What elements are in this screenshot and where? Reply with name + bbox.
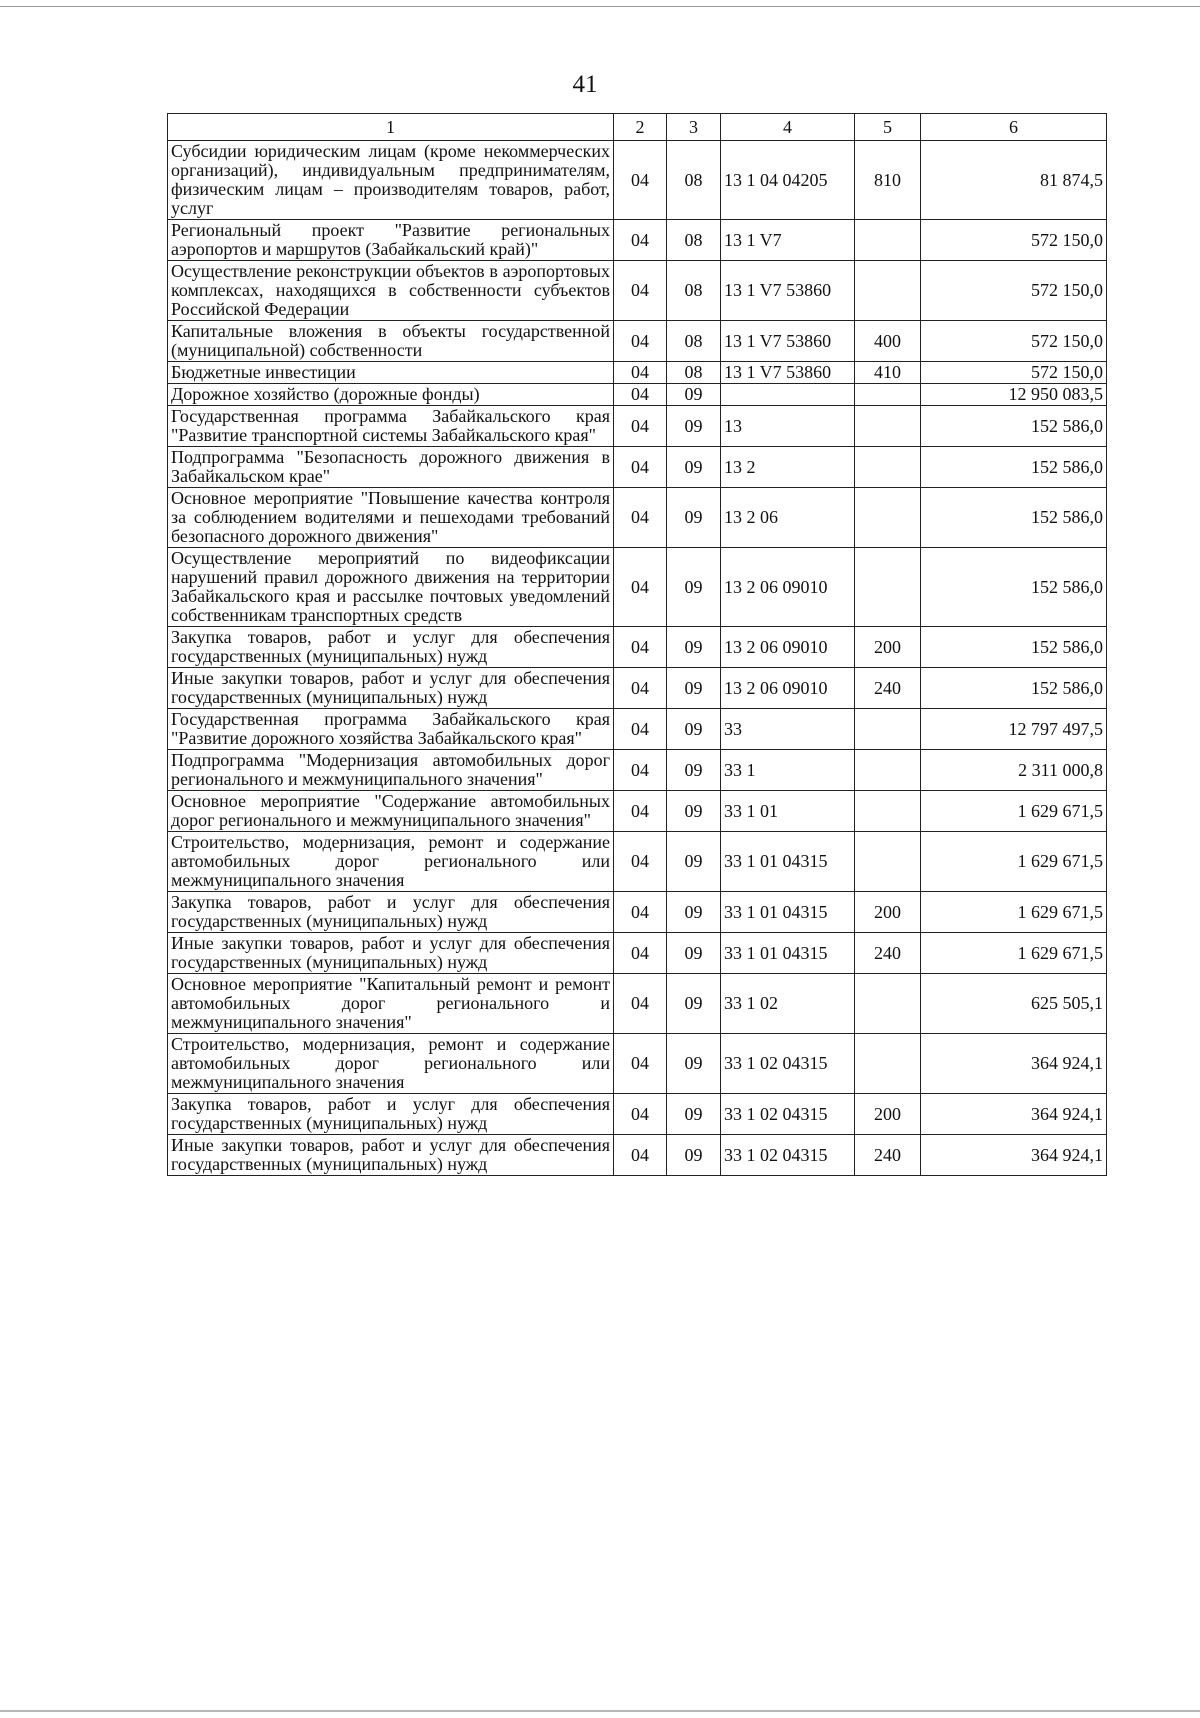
row-target-code: 13 1 V7 53860 (721, 362, 855, 384)
row-name: Иные закупки товаров, работ и услуг для обеспечения государственных (муниципальных) нужд (168, 1135, 614, 1176)
row-subsection: 08 (667, 141, 721, 220)
row-subsection: 08 (667, 362, 721, 384)
row-amount: 152 586,0 (921, 488, 1107, 548)
row-name: Подпрограмма "Безопасность дорожного движения в Забайкальском крае" (168, 447, 614, 488)
row-section: 04 (614, 488, 667, 548)
table-row (168, 406, 1107, 447)
row-name: Бюджетные инвестиции (168, 362, 614, 384)
row-expense-type (855, 1034, 921, 1094)
row-amount: 12 797 497,5 (921, 709, 1107, 750)
row-target-code: 33 1 02 04315 (721, 1034, 855, 1094)
row-expense-type: 200 (855, 627, 921, 668)
row-target-code: 33 1 02 04315 (721, 1135, 855, 1176)
top-scan-rule (0, 6, 1200, 7)
row-name: Иные закупки товаров, работ и услуг для обеспечения государственных (муниципальных) нужд (168, 668, 614, 709)
row-subsection: 08 (667, 321, 721, 362)
row-expense-type: 240 (855, 668, 921, 709)
row-subsection: 09 (667, 548, 721, 627)
row-subsection: 09 (667, 933, 721, 974)
row-name: Дорожное хозяйство (дорожные фонды) (168, 384, 614, 406)
row-target-code: 13 2 (721, 447, 855, 488)
row-expense-type (855, 709, 921, 750)
row-name: Основное мероприятие "Содержание автомобильных дорог регионального и межмуниципального значения" (168, 791, 614, 832)
table-row (168, 627, 1107, 668)
row-expense-type (855, 548, 921, 627)
row-subsection: 09 (667, 488, 721, 548)
column-header-4: 4 (721, 114, 855, 141)
row-subsection: 09 (667, 406, 721, 447)
row-subsection: 09 (667, 1135, 721, 1176)
row-name: Государственная программа Забайкальского края "Развитие дорожного хозяйства Забайкальского края" (168, 709, 614, 750)
row-amount: 152 586,0 (921, 627, 1107, 668)
row-expense-type: 810 (855, 141, 921, 220)
row-amount: 12 950 083,5 (921, 384, 1107, 406)
row-section: 04 (614, 362, 667, 384)
row-amount: 152 586,0 (921, 447, 1107, 488)
row-amount: 364 924,1 (921, 1135, 1107, 1176)
table-header (168, 114, 1107, 141)
row-expense-type: 400 (855, 321, 921, 362)
table-row (168, 488, 1107, 548)
column-header-3: 3 (667, 114, 721, 141)
row-subsection: 09 (667, 832, 721, 892)
row-section: 04 (614, 668, 667, 709)
table-row (168, 668, 1107, 709)
row-target-code: 33 1 01 04315 (721, 892, 855, 933)
row-expense-type (855, 384, 921, 406)
bottom-scan-rule (0, 1710, 1200, 1712)
row-subsection: 08 (667, 261, 721, 321)
row-expense-type (855, 447, 921, 488)
row-section: 04 (614, 447, 667, 488)
table-row (168, 141, 1107, 220)
row-name: Подпрограмма "Модернизация автомобильных дорог регионального и межмуниципального значения" (168, 750, 614, 791)
table-row (168, 1094, 1107, 1135)
row-section: 04 (614, 1094, 667, 1135)
row-subsection: 09 (667, 668, 721, 709)
row-amount: 572 150,0 (921, 362, 1107, 384)
row-section: 04 (614, 406, 667, 447)
row-name: Осуществление реконструкции объектов в аэропортовых комплексах, находящихся в собственности субъектов Российской Федерации (168, 261, 614, 321)
row-amount: 572 150,0 (921, 220, 1107, 261)
row-amount: 364 924,1 (921, 1034, 1107, 1094)
row-target-code: 13 (721, 406, 855, 447)
row-name: Субсидии юридическим лицам (кроме некоммерческих организаций), индивидуальным предпринимателям, физическим лицам – производителям товаров, работ, услуг (168, 141, 614, 220)
table-row (168, 362, 1107, 384)
row-expense-type: 240 (855, 1135, 921, 1176)
row-target-code: 33 (721, 709, 855, 750)
row-amount: 572 150,0 (921, 321, 1107, 362)
row-amount: 1 629 671,5 (921, 933, 1107, 974)
row-expense-type (855, 791, 921, 832)
column-header-5: 5 (855, 114, 921, 141)
table-row (168, 447, 1107, 488)
row-amount: 1 629 671,5 (921, 892, 1107, 933)
row-subsection: 09 (667, 447, 721, 488)
row-expense-type (855, 406, 921, 447)
row-section: 04 (614, 1135, 667, 1176)
row-name: Закупка товаров, работ и услуг для обеспечения государственных (муниципальных) нужд (168, 1094, 614, 1135)
row-amount: 1 629 671,5 (921, 791, 1107, 832)
row-expense-type: 240 (855, 933, 921, 974)
row-section: 04 (614, 321, 667, 362)
row-name: Капитальные вложения в объекты государственной (муниципальной) собственности (168, 321, 614, 362)
row-subsection: 09 (667, 627, 721, 668)
column-header-1: 1 (168, 114, 614, 141)
row-target-code: 13 2 06 09010 (721, 627, 855, 668)
row-target-code: 33 1 01 (721, 791, 855, 832)
row-expense-type: 410 (855, 362, 921, 384)
row-amount: 152 586,0 (921, 406, 1107, 447)
column-header-6: 6 (921, 114, 1107, 141)
row-expense-type: 200 (855, 892, 921, 933)
row-expense-type (855, 220, 921, 261)
row-subsection: 09 (667, 892, 721, 933)
row-target-code: 33 1 01 04315 (721, 832, 855, 892)
row-subsection: 09 (667, 384, 721, 406)
row-target-code: 13 1 V7 53860 (721, 261, 855, 321)
row-target-code: 13 1 04 04205 (721, 141, 855, 220)
table-row (168, 832, 1107, 892)
row-amount: 625 505,1 (921, 974, 1107, 1034)
row-amount: 81 874,5 (921, 141, 1107, 220)
row-section: 04 (614, 548, 667, 627)
table-row (168, 933, 1107, 974)
row-name: Закупка товаров, работ и услуг для обеспечения государственных (муниципальных) нужд (168, 627, 614, 668)
table-row (168, 709, 1107, 750)
row-subsection: 09 (667, 974, 721, 1034)
row-amount: 572 150,0 (921, 261, 1107, 321)
row-target-code: 33 1 (721, 750, 855, 791)
row-expense-type: 200 (855, 1094, 921, 1135)
row-section: 04 (614, 832, 667, 892)
row-subsection: 09 (667, 1094, 721, 1135)
row-section: 04 (614, 141, 667, 220)
row-section: 04 (614, 1034, 667, 1094)
row-amount: 152 586,0 (921, 668, 1107, 709)
row-name: Региональный проект "Развитие региональных аэропортов и маршрутов (Забайкальский край)" (168, 220, 614, 261)
row-expense-type (855, 974, 921, 1034)
row-section: 04 (614, 892, 667, 933)
row-section: 04 (614, 627, 667, 668)
row-section: 04 (614, 384, 667, 406)
row-name: Закупка товаров, работ и услуг для обеспечения государственных (муниципальных) нужд (168, 892, 614, 933)
table-row (168, 548, 1107, 627)
table-row (168, 321, 1107, 362)
row-target-code: 33 1 02 04315 (721, 1094, 855, 1135)
row-subsection: 08 (667, 220, 721, 261)
column-header-2: 2 (614, 114, 667, 141)
row-name: Иные закупки товаров, работ и услуг для обеспечения государственных (муниципальных) нужд (168, 933, 614, 974)
row-section: 04 (614, 709, 667, 750)
row-name: Основное мероприятие "Капитальный ремонт и ремонт автомобильных дорог регионального и межмуниципального значения" (168, 974, 614, 1034)
row-amount: 364 924,1 (921, 1094, 1107, 1135)
row-amount: 152 586,0 (921, 548, 1107, 627)
row-section: 04 (614, 933, 667, 974)
table-row (168, 220, 1107, 261)
page-number: 41 (572, 71, 598, 98)
row-target-code: 13 2 06 09010 (721, 548, 855, 627)
row-name: Государственная программа Забайкальского края "Развитие транспортной системы Забайкальского края" (168, 406, 614, 447)
row-target-code (721, 384, 855, 406)
row-target-code: 13 1 V7 53860 (721, 321, 855, 362)
row-target-code: 13 2 06 (721, 488, 855, 548)
row-amount: 1 629 671,5 (921, 832, 1107, 892)
table-row (168, 791, 1107, 832)
row-subsection: 09 (667, 1034, 721, 1094)
row-section: 04 (614, 791, 667, 832)
row-target-code: 13 1 V7 (721, 220, 855, 261)
row-expense-type (855, 832, 921, 892)
header-row (168, 114, 1107, 141)
row-section: 04 (614, 750, 667, 791)
row-name: Основное мероприятие "Повышение качества контроля за соблюдением водителями и пешеходами требований безопасного дорожного движения" (168, 488, 614, 548)
row-target-code: 33 1 02 (721, 974, 855, 1034)
row-name: Осуществление мероприятий по видеофиксации нарушений правил дорожного движения на территории Забайкальского края и рассылке почтовых уведомлений собственникам транспортных средств (168, 548, 614, 627)
row-amount: 2 311 000,8 (921, 750, 1107, 791)
table-row (168, 892, 1107, 933)
row-subsection: 09 (667, 750, 721, 791)
row-name: Строительство, модернизация, ремонт и содержание автомобильных дорог регионального или межмуниципального значения (168, 1034, 614, 1094)
row-expense-type (855, 750, 921, 791)
table-row (168, 1034, 1107, 1094)
budget-table (167, 113, 1107, 1176)
row-expense-type (855, 261, 921, 321)
row-subsection: 09 (667, 709, 721, 750)
table-body (168, 141, 1107, 1176)
row-section: 04 (614, 974, 667, 1034)
table-row (168, 261, 1107, 321)
row-section: 04 (614, 261, 667, 321)
table-row (168, 750, 1107, 791)
row-section: 04 (614, 220, 667, 261)
row-subsection: 09 (667, 791, 721, 832)
row-target-code: 13 2 06 09010 (721, 668, 855, 709)
row-name: Строительство, модернизация, ремонт и содержание автомобильных дорог регионального или межмуниципального значения (168, 832, 614, 892)
table-row (168, 384, 1107, 406)
table-row (168, 1135, 1107, 1176)
table-row (168, 974, 1107, 1034)
row-target-code: 33 1 01 04315 (721, 933, 855, 974)
row-expense-type (855, 488, 921, 548)
